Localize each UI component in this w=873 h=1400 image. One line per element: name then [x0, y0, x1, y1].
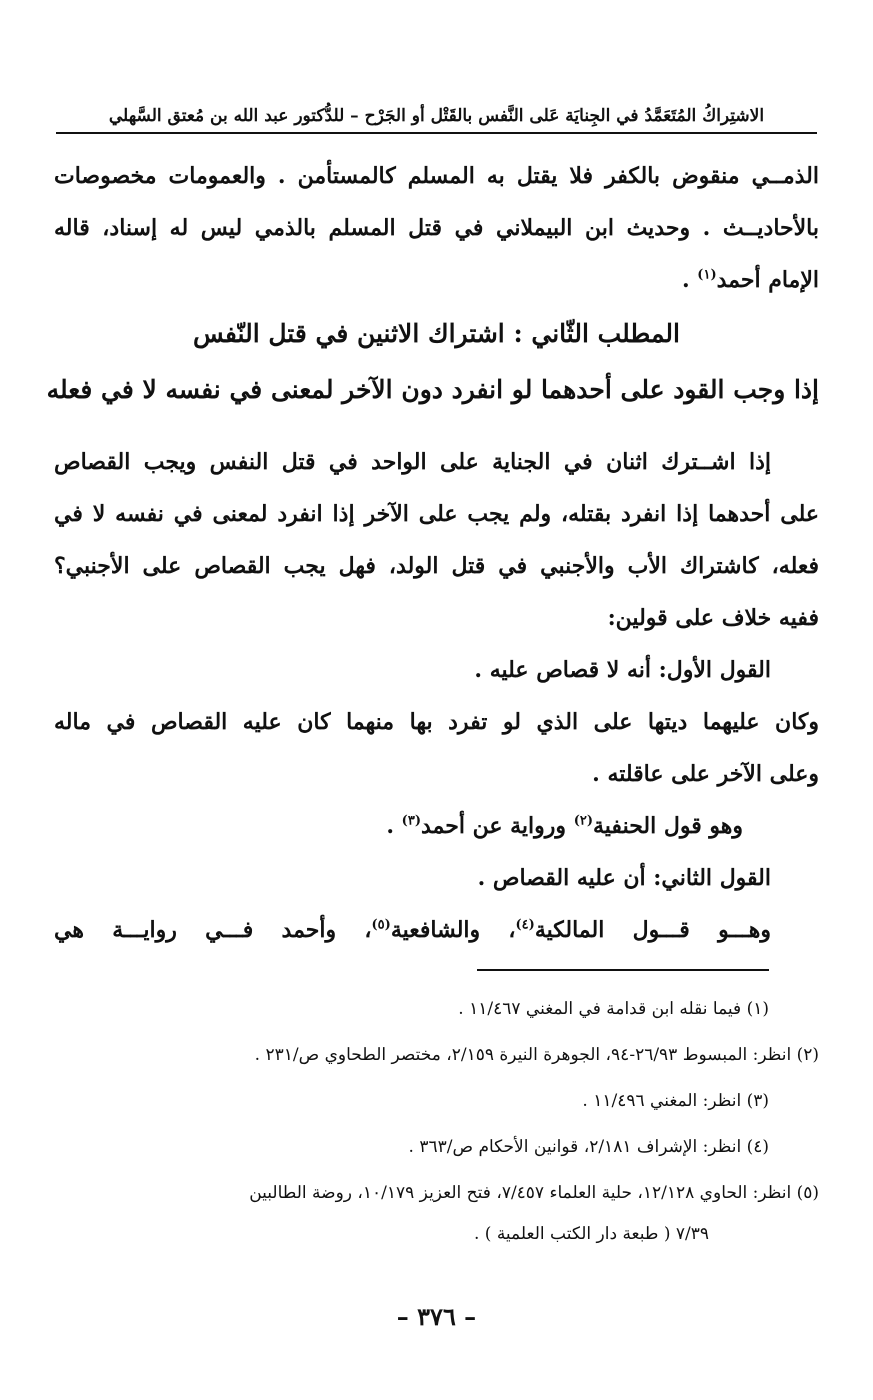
line-text: ورواية عن أحمد: [420, 813, 574, 839]
line-text: ، وأحمد فـــي روايـــة هي: [54, 917, 372, 943]
line-text: فعله، كاشتراك الأب والأجنبي في قتل الولد، فهل يجب القصاص على الأجنبي؟: [54, 553, 819, 579]
line-text: .: [386, 813, 402, 839]
footnote-4: (٤) انظر: الإشراف ٢/١٨١، قوانين الأحكام ص/٣٦٣ .: [408, 1137, 769, 1157]
line-text: وعلى الآخر على عاقلته .: [592, 761, 819, 787]
line-text: القول الثاني: أن عليه القصاص .: [477, 865, 771, 891]
line-text: ففيه خلاف على قولين:: [607, 605, 819, 631]
section-heading: المطلب الثّاني : اشتراك الاثنين في قتل النّفس: [193, 319, 680, 348]
section-subheading: إذا وجب القود على أحدهما لو انفرد دون الآخر لمعنى في نفسه لا في فعله: [46, 375, 819, 404]
intro-line: [54, 202, 819, 254]
page-number: – ٣٧٦ –: [396, 1302, 477, 1331]
discussion-paragraph: [54, 436, 819, 956]
paragraph-line: [54, 488, 819, 540]
line-text: وهو قول الحنفية: [593, 813, 743, 839]
main-text: [46, 150, 819, 956]
line-text: وهـــو قـــول المالكية: [534, 917, 771, 943]
footnote-ref: (١): [697, 267, 717, 283]
footnote-5-continued: ٧/٣٩ ( طبعة دار الكتب العلمية ) .: [473, 1224, 709, 1244]
paragraph-line: [54, 592, 819, 644]
paragraph-line: [54, 904, 819, 956]
paragraph-line: [54, 540, 819, 592]
line-text: الإمام أحمد: [716, 267, 819, 293]
paragraph-line: [54, 436, 819, 488]
line-text: إذا اشــترك اثنان في الجناية على الواحد في قتل النفس ويجب القصاص: [54, 449, 771, 475]
footnote-separator: [477, 969, 769, 971]
paragraph-line: [54, 644, 819, 696]
footnote-ref: (٣): [401, 813, 421, 829]
line-text: على أحدهما إذا انفرد بقتله، ولم يجب على الآخر إذا انفرد لمعنى في نفسه لا في: [54, 501, 819, 527]
paragraph-line: [54, 696, 819, 748]
paragraph-line: [54, 748, 819, 800]
line-text: وكان عليهما ديتها على الذي لو تفرد بها منهما كان عليه القصاص في ماله: [54, 709, 819, 735]
footnote-ref: (٤): [515, 917, 535, 933]
paragraph-line: [54, 800, 819, 852]
footnote-5: (٥) انظر: الحاوي ١٢/١٢٨، حلية العلماء ٧/٤٥٧، فتح العزيز ١٠/١٧٩، روضة الطالبين: [249, 1183, 819, 1203]
footnote-2: (٢) انظر: المبسوط ٢٦/٩٣-٩٤، الجوهرة النيرة ٢/١٥٩، مختصر الطحاوي ص/٢٣١ .: [254, 1045, 819, 1065]
line-text: بالأحاديــث . وحديث ابن البيملاني في قتل المسلم بالذمي ليس له إسناد، قاله: [54, 215, 819, 241]
line-text: القول الأول: أنه لا قصاص عليه .: [474, 657, 771, 683]
line-text: الذمــي منقوض بالكفر فلا يقتل به المسلم كالمستأمن . والعمومات مخصوصات: [54, 163, 819, 189]
line-text: ، والشافعية: [390, 917, 516, 943]
intro-paragraph: [54, 150, 819, 306]
footnote-ref: (٢): [573, 813, 593, 829]
intro-line: [54, 150, 819, 202]
running-head: الاشتِراكُ المُتَعَمَّدُ في الجِنايَة عَلى النَّفس بالقَتْل أو الجَرْح – للدُّكتور عبد الله بن مُعتق السَّهلي: [56, 106, 817, 134]
footnote-3: (٣) انظر: المغني ١١/٤٩٦ .: [582, 1091, 769, 1111]
footnotes: [54, 986, 819, 1252]
intro-line: [54, 254, 819, 306]
line-text: .: [681, 267, 698, 293]
footnote-1: (١) فيما نقله ابن قدامة في المغني ١١/٤٦٧ .: [458, 999, 769, 1019]
footnote-ref: (٥): [371, 917, 391, 933]
paragraph-line: [54, 852, 819, 904]
